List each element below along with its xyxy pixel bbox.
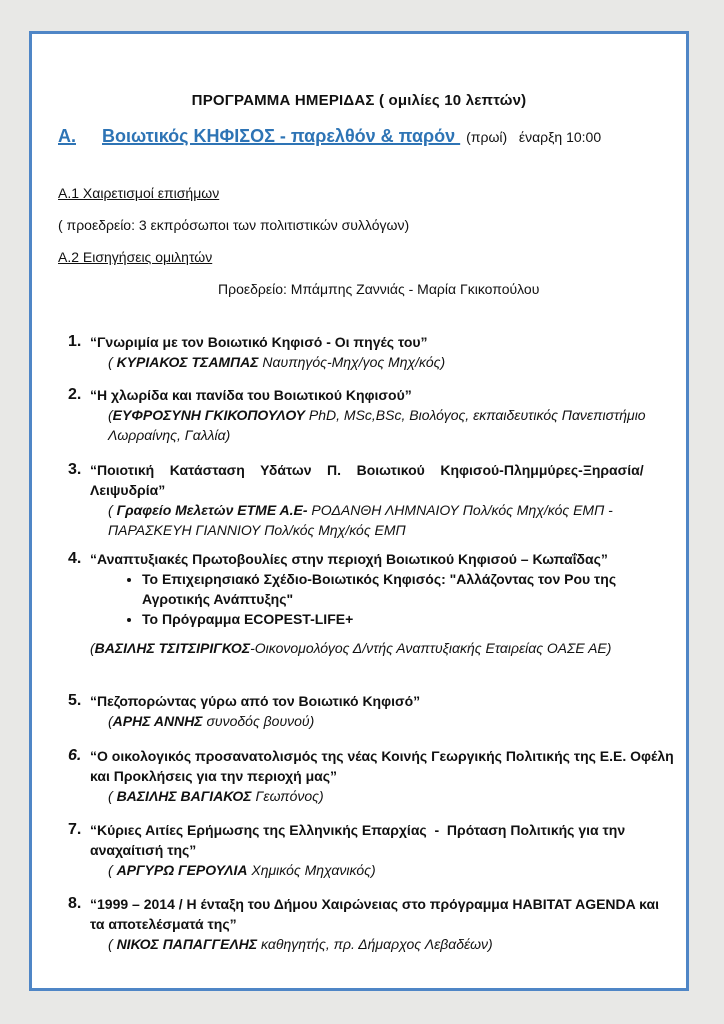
item-title: “Η χλωρίδα και πανίδα του Βοιωτικού Κηφισού” — [90, 387, 412, 403]
item-number: 3. — [68, 461, 82, 478]
a1-note: ( προεδρείο: 3 εκπρόσωποι των πολιτιστικών συλλόγων) — [58, 217, 410, 233]
item-number: 2. — [68, 386, 82, 403]
speaker-role: PhD, MSc,BSc, Βιολόγος, εκπαιδευτικός Πανεπιστήμιο Λωρραίνης, Γαλλία) — [108, 407, 646, 443]
item-title: “Αναπτυξιακές Πρωτοβουλίες στην περιοχή Βοιωτικού Κηφισού – Κωπαΐδας” — [90, 551, 608, 567]
item-title: “Πεζοπορώντας γύρω από τον Βοιωτικό Κηφισό” — [90, 693, 421, 709]
speaker-name: ΚΥΡΙΑΚΟΣ ΤΣΑΜΠΑΣ — [116, 354, 259, 370]
speaker-name: ΒΑΣΙΛΗΣ ΒΑΓΙΑΚΟΣ — [116, 788, 252, 804]
page-title: ΠΡΟΓΡΑΜΜΑ ΗΜΕΡΙΔΑΣ ( ομιλίες 10 λεπτών) — [191, 92, 527, 109]
speaker-prefix: ( — [108, 354, 117, 370]
a2-label: Α.2 Εισηγήσεις ομιλητών — [58, 249, 213, 265]
item-speaker — [108, 786, 674, 806]
speaker-prefix: ( — [108, 788, 117, 804]
speaker-role: Χημικός Μηχανικός) — [247, 862, 376, 878]
item-number: 1. — [68, 333, 82, 350]
program-item-1 — [68, 332, 674, 372]
speaker-prefix: ( — [90, 640, 95, 656]
speaker-role: Ναυπηγός-Μηχ/γος Μηχ/κός) — [258, 354, 446, 370]
item-title: “Κύριες Αιτίες Ερήμωσης της Ελληνικής Επαρχίας - Πρόταση Πολιτικής για την αναχαίτισή της” — [90, 822, 629, 858]
bullet-item: • Το Επιχειρησιακό Σχέδιο-Βοιωτικός Κηφισός: "Αλλάζοντας τον Ρου της Αγροτικής Ανάπτυξης" — [142, 569, 674, 609]
a1-label: Α.1 Χαιρετισμοί επισήμων — [58, 185, 220, 201]
item-speaker — [108, 711, 674, 731]
section-a-letter: Α. — [58, 126, 76, 146]
speaker-name: ΑΡΓΥΡΩ ΓΕΡΟΥΛΙΑ — [116, 862, 248, 878]
section-a-period: (πρωί) — [466, 129, 508, 145]
program-item-6 — [68, 746, 674, 806]
item-number: 8. — [68, 895, 82, 912]
program-item-3 — [68, 460, 674, 540]
speaker-name: Γραφείο Μελετών ΕΤΜΕ Α.Ε- — [116, 502, 308, 518]
section-a-start-time: έναρξη 10:00 — [518, 129, 602, 145]
program-item-5 — [68, 691, 674, 731]
speaker-prefix: ( — [108, 713, 113, 729]
item-speaker — [108, 500, 674, 540]
item-title: “Ποιοτική Κατάσταση Υδάτων Π. Βοιωτικού Κηφισού-Πλημμύρες-Ξηρασία/Λειψυδρία” — [90, 462, 644, 498]
program-item-7 — [68, 820, 674, 880]
speaker-prefix: ( — [108, 502, 117, 518]
speaker-role: καθηγητής, πρ. Δήμαρχος Λεβαδέων) — [257, 936, 493, 952]
section-a-heading: Βοιωτικός ΚΗΦΙΣΟΣ - παρελθόν & παρόν — [102, 126, 461, 146]
item-speaker — [108, 934, 674, 954]
speaker-prefix: ( — [108, 936, 117, 952]
speaker-name: ΝΙΚΟΣ ΠΑΠΑΓΓΕΛΗΣ — [116, 936, 258, 952]
item-speaker — [108, 860, 674, 880]
speaker-prefix: ( — [108, 862, 117, 878]
item-speaker — [108, 405, 674, 445]
program-item-4 — [68, 549, 674, 629]
a2-presidium: Προεδρείο: Μπάμπης Ζαννιάς - Μαρία Γκικοπούλου — [218, 281, 540, 297]
section-a-heading-link — [58, 126, 460, 146]
speaker-role: Γεωπόνος) — [251, 788, 324, 804]
item-number: 6. — [68, 747, 82, 764]
section-a-header — [58, 126, 601, 147]
item-4-speaker — [90, 640, 611, 656]
speaker-role: ΡΟΔΑΝΘΗ ΛΗΜΝΑΙΟΥ Πολ/κός Μηχ/κός ΕΜΠ - ΠΑΡΑΣΚΕΥΗ ΓΙΑΝΝΙΟΥ Πολ/κός Μηχ/κός ΕΜΠ — [108, 502, 613, 538]
speaker-prefix: ( — [108, 407, 113, 423]
speaker-name: ΕΥΦΡΟΣΥΝΗ ΓΚΙΚΟΠΟΥΛΟΥ — [112, 407, 305, 423]
item-number: 7. — [68, 821, 82, 838]
item-speaker — [108, 352, 674, 372]
item-title: “Ο οικολογικός προσανατολισμός της νέας Κοινής Γεωργικής Πολιτικής της Ε.Ε. Οφέλη και Προκλήσεις για την περιοχή μας” — [90, 748, 674, 784]
item-title: “Γνωριμία με τον Βοιωτικό Κηφισό - Οι πηγές του” — [90, 334, 428, 350]
speaker-role: συνοδός βουνού) — [202, 713, 315, 729]
speaker-name: ΑΡΗΣ ΑΝΝΗΣ — [112, 713, 203, 729]
item-number: 4. — [68, 550, 82, 567]
item-title: “1999 – 2014 / Η ένταξη του Δήμου Χαιρώνειας στο πρόγραμμα HABITAT AGENDA και τα αποτελέσματά της” — [90, 896, 659, 932]
speaker-name: ΒΑΣΙΛΗΣ ΤΣΙΤΣΙΡΙΓΚΟΣ — [94, 640, 251, 656]
item-number: 5. — [68, 692, 82, 709]
bullet-item: • Το Πρόγραμμα ECOPEST-LIFE+ — [142, 609, 674, 629]
document-page — [29, 31, 689, 991]
program-item-2 — [68, 385, 674, 445]
speaker-role: -Οικονομολόγος Δ/ντής Αναπτυξιακής Εταιρείας ΟΑΣΕ ΑΕ) — [250, 640, 612, 656]
item-bullet-list — [90, 569, 674, 629]
program-item-8 — [68, 894, 674, 954]
